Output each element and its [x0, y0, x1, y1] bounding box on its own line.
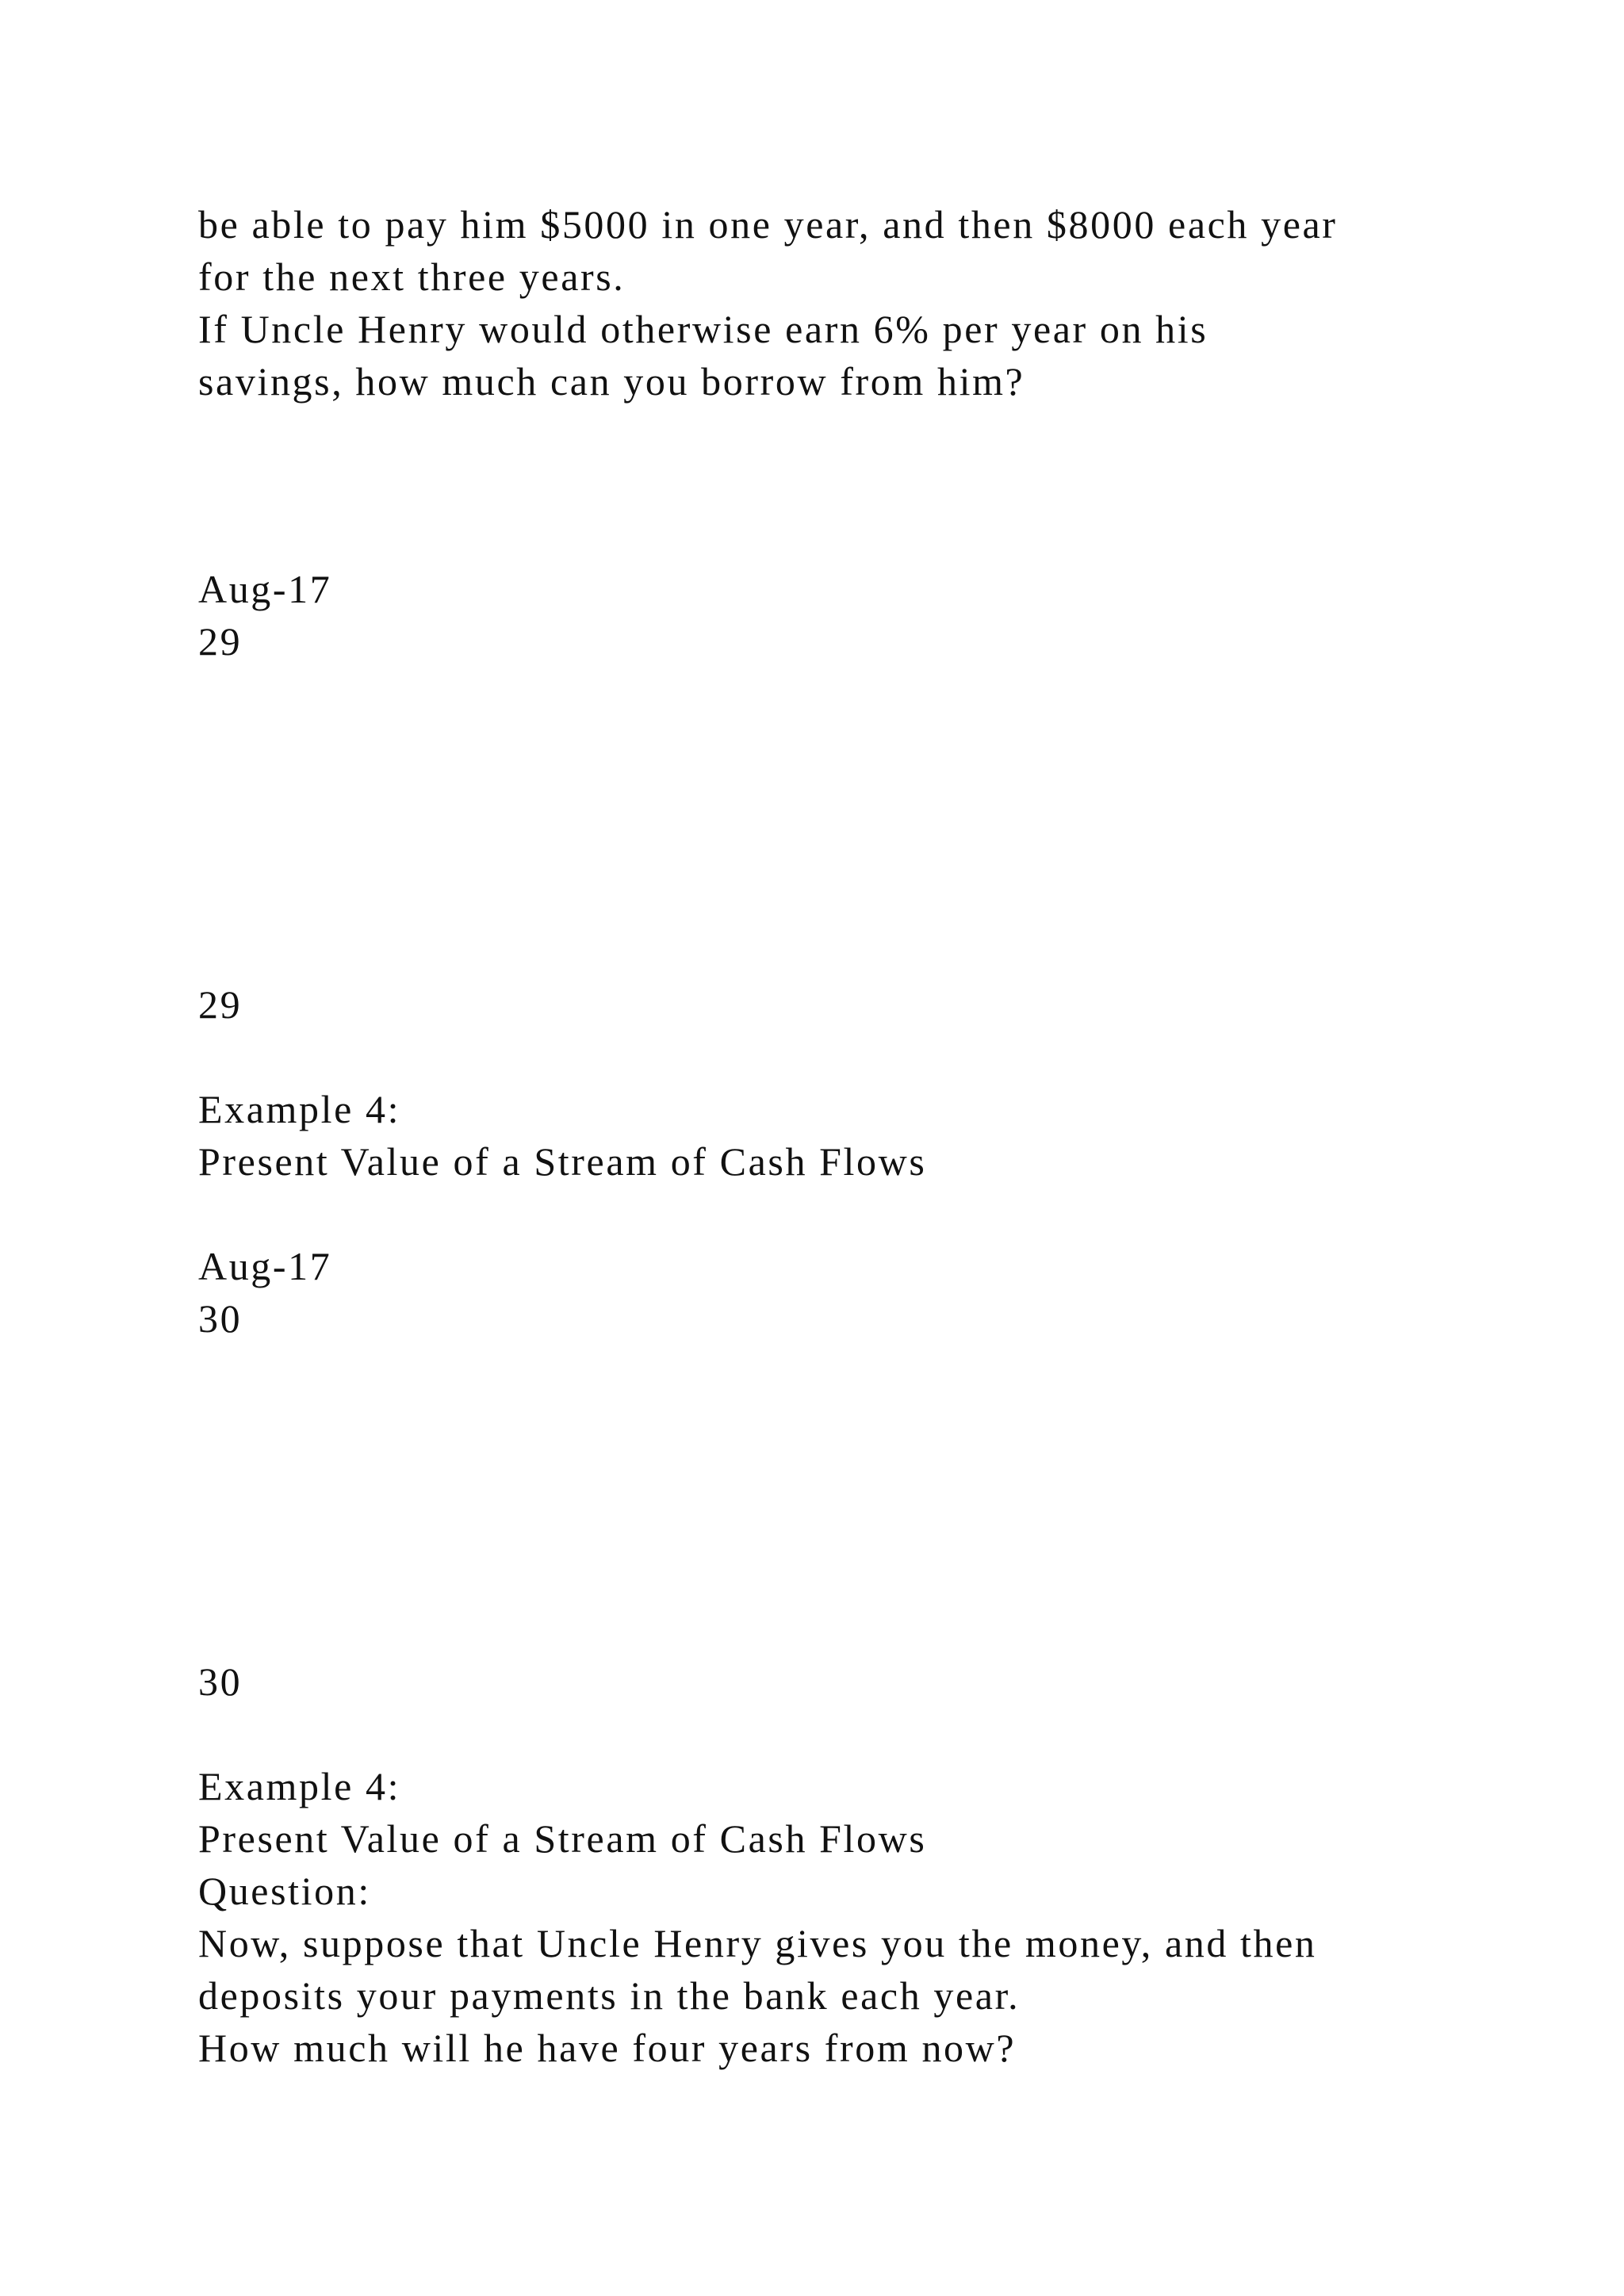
- body-text-line: How much will he have four years from now?: [198, 2026, 1017, 2070]
- footer-date: Aug-17: [198, 567, 332, 611]
- body-text-line: Now, suppose that Uncle Henry gives you the money, and then: [198, 1921, 1317, 1965]
- footer-page-number: 30: [198, 1296, 243, 1341]
- body-text-line: If Uncle Henry would otherwise earn 6% per year on his: [198, 307, 1208, 351]
- slide-title: Example 4:: [198, 1087, 401, 1131]
- footer-date: Aug-17: [198, 1244, 332, 1288]
- slide-number: 30: [198, 1659, 243, 1704]
- slide-title: Example 4:: [198, 1764, 401, 1808]
- slide-number: 29: [198, 982, 243, 1027]
- body-text-line: deposits your payments in the bank each year.: [198, 1973, 1021, 2018]
- body-text-line: savings, how much can you borrow from him?: [198, 359, 1025, 404]
- body-text-line: for the next three years.: [198, 254, 626, 299]
- question-label: Question:: [198, 1869, 371, 1913]
- slide-subtitle: Present Value of a Stream of Cash Flows: [198, 1816, 927, 1861]
- body-text-line: be able to pay him $5000 in one year, and then $8000 each year: [198, 202, 1338, 247]
- slide-subtitle: Present Value of a Stream of Cash Flows: [198, 1139, 927, 1184]
- footer-page-number: 29: [198, 619, 243, 664]
